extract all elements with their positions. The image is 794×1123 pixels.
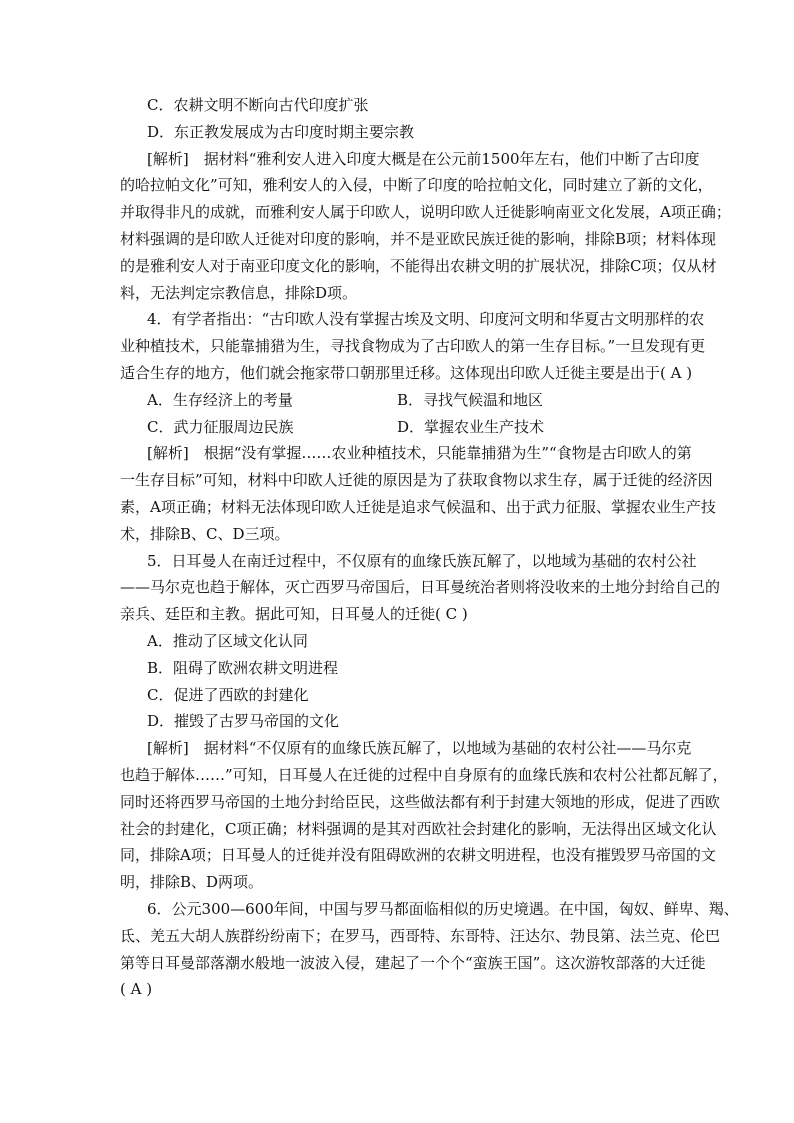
q5-analysis-line: 明，排除B、D两项。 [120,873,264,892]
q3-analysis-line: 的哈拉帕文化”可知，雅利安人的入侵，中断了印度的哈拉帕文化，同时建立了新的文化， [120,176,713,195]
q3-analysis-line: 料，无法判定宗教信息，排除D项。 [120,283,358,302]
q4-option-d: D．掌握农业生产技术 [397,417,545,436]
q5-stem-line: ——马尔克也趋于解体，灭亡西罗马帝国后，日耳曼统治者则将没收来的土地分封给自己的 [120,578,721,597]
q5-analysis-line: 也趋于解体……”可知，日耳曼人在迁徙的过程中自身原有的血缘氏族和农村公社都瓦解了， [120,765,728,784]
q4-analysis-line: 素，A项正确；材料无法体现印欧人迁徙是追求气候温和、出于武力征服、掌握农业生产技 [120,497,716,516]
q5-option-d: D．摧毁了古罗马帝国的文化 [147,712,340,731]
q6-stem-line: ( A ) [120,980,153,999]
q4-stem-line: 业种植技术，只能靠捕猎为生，寻找食物成为了古印欧人的第一生存目标。”一旦发现有更 [120,337,706,356]
q6-stem-line: 氐、羌五大胡人族群纷纷南下；在罗马，西哥特、东哥特、汪达尔、勃艮第、法兰克、伦巴 [120,926,721,945]
q4-option-a: A．生存经济上的考量 [147,390,293,409]
q3-option-d: D．东正教发展成为古印度时期主要宗教 [147,122,415,141]
q4-options-row [120,387,680,414]
q3-analysis-line: 并取得非凡的成就，而雅利安人属于印欧人，说明印欧人迁徙影响南亚文化发展，A项正确； [120,203,731,222]
q4-options-row [120,414,680,441]
q6-stem-line: 第等日耳曼部落潮水般地一波波入侵，建起了一个个“蛮族王国”。这次游牧部落的大迁徙 [120,953,706,972]
q5-option-a: A．推动了区域文化认同 [147,631,308,650]
q5-analysis-line: 同，排除A项；日耳曼人的迁徙并没有阻碍欧洲的农耕文明进程，也没有摧毁罗马帝国的文 [120,846,716,865]
q5-stem-line: 亲兵、廷臣和主教。据此可知，日耳曼人的迁徙( C ) [120,605,468,624]
q4-option-b: B．寻找气候温和地区 [397,390,544,409]
document-page [120,92,739,1003]
q4-analysis-line: 术，排除B、C、D三项。 [120,524,290,543]
q5-option-c: C．促进了西欧的封建化 [147,685,309,704]
q5-analysis-line: 同时还将西罗马帝国的土地分封给臣民，这些做法都有利于封建大领地的形成，促进了西欧 [120,792,721,811]
q3-analysis-line: 材料强调的是印欧人迁徙对印度的影响，并不是亚欧民族迁徙的影响，排除B项；材料体现 [120,229,717,248]
q4-analysis-line: [解析] 根据“没有掌握……农业种植技术，只能靠捕猎为生”“食物是古印欧人的第 [147,444,692,463]
q5-analysis-line: 社会的封建化，C项正确；材料强调的是其对西欧社会封建化的影响，无法得出区域文化认 [120,819,717,838]
q5-option-b: B．阻碍了欧洲农耕文明进程 [147,658,339,677]
q4-stem-line: 4．有学者指出：“古印欧人没有掌握古埃及文明、印度河文明和华夏古文明那样的农 [147,310,705,329]
q3-option-c: C．农耕文明不断向古代印度扩张 [147,96,369,114]
q4-option-c: C．武力征服周边民族 [147,417,294,436]
q4-stem-line: 适合生存的地方，他们就会拖家带口朝那里迁移。这体现出印欧人迁徙主要是出于( A ) [120,363,693,382]
q3-analysis-line: 的是雅利安人对于南亚印度文化的影响，不能得出农耕文明的扩展状况，排除C项；仅从材 [120,256,717,275]
q5-analysis-line: [解析] 据材料“不仅原有的血缘氏族瓦解了，以地域为基础的农村公社——马尔克 [147,739,692,758]
q6-stem-line: 6．公元300—600年间，中国与罗马都面临相似的历史境遇。在中国，匈奴、鲜卑、羯、 [147,899,739,918]
q3-analysis-line: [解析] 据材料“雅利安人进入印度大概是在公元前1500年左右，他们中断了古印度 [147,149,700,168]
q4-analysis-line: 一生存目标”可知，材料中印欧人迁徙的原因是为了获取食物以求生存，属于迁徙的经济因 [120,471,713,490]
q5-stem-line: 5．日耳曼人在南迁过程中，不仅原有的血缘氏族瓦解了，以地域为基础的农村公社 [147,551,697,570]
